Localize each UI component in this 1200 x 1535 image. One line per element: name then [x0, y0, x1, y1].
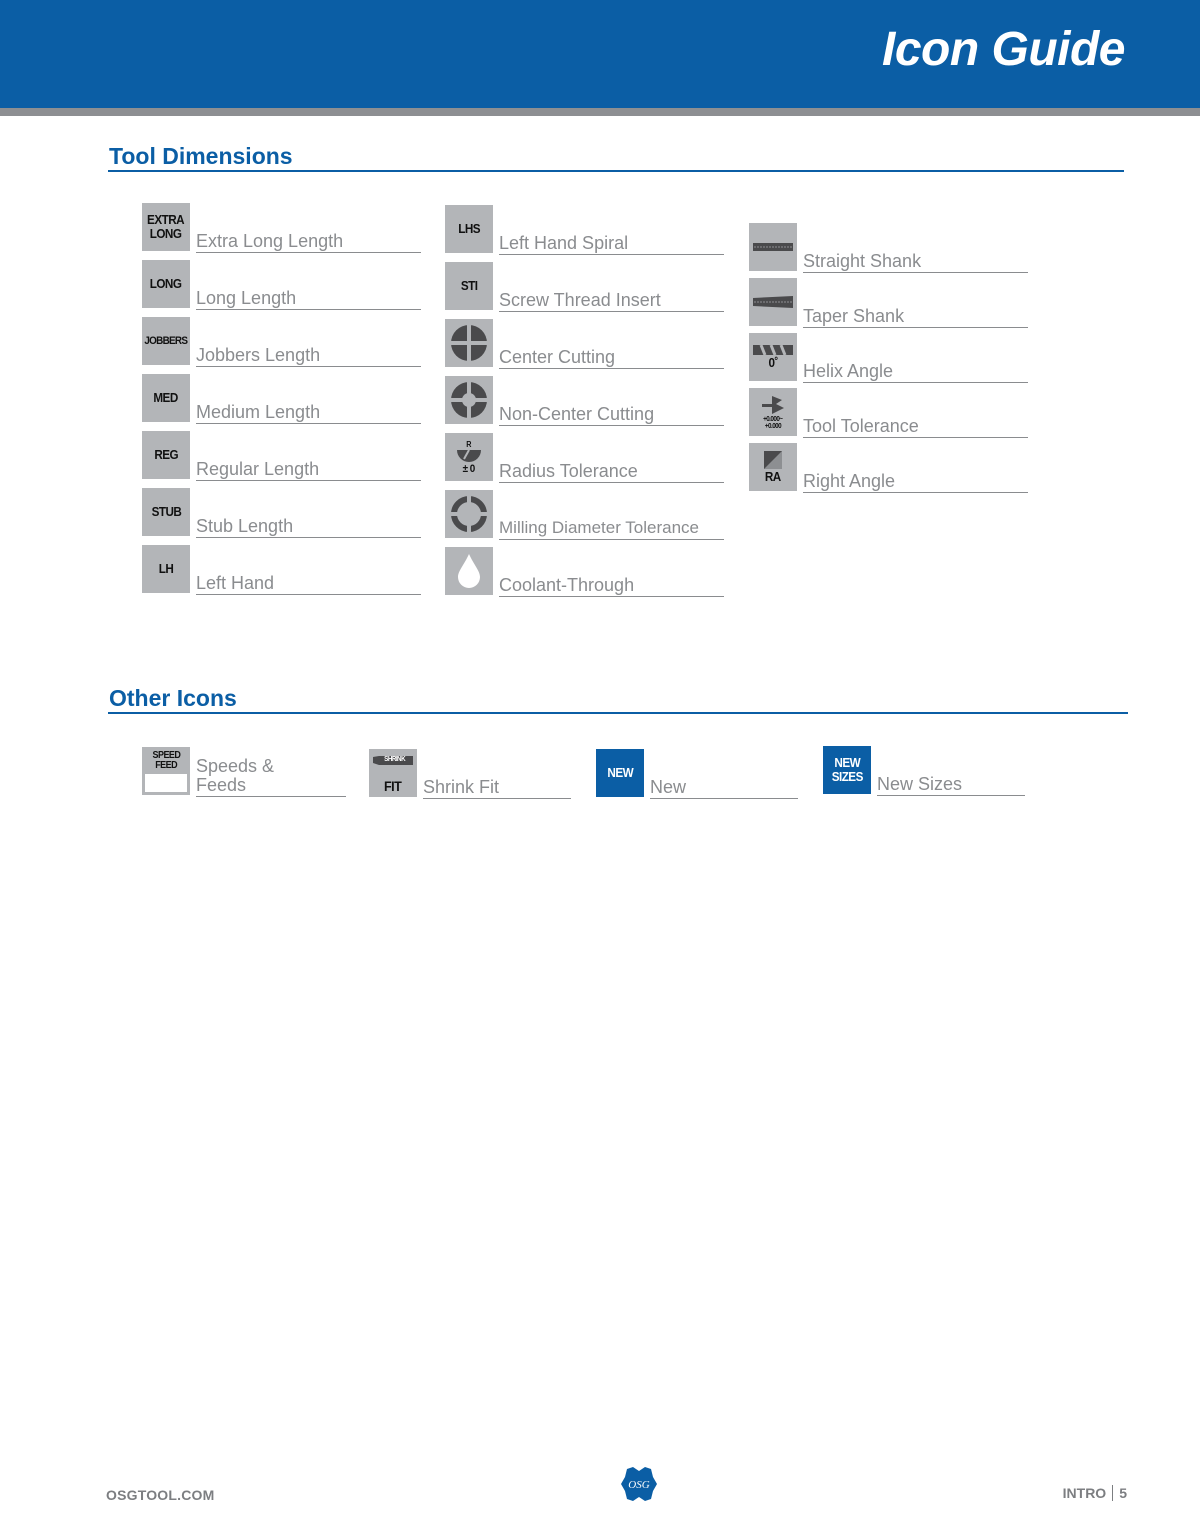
left-hand-icon [142, 545, 190, 593]
osg-logo-icon [619, 1465, 659, 1503]
item-label: Milling Diameter Tolerance [499, 518, 699, 537]
list-item-shrink-fit [369, 749, 574, 799]
underline [877, 795, 1025, 796]
jobbers-icon [142, 317, 190, 365]
straight-shank-symbol [753, 241, 793, 253]
item-label: New Sizes [877, 774, 963, 794]
list-item-long [142, 260, 422, 310]
list-item-taper-shank [749, 278, 1029, 328]
item-label: Left Hand Spiral [499, 233, 629, 253]
non-center-cutting-symbol [449, 380, 489, 420]
right-angle-symbol [763, 450, 783, 470]
item-label: Left Hand [196, 573, 275, 593]
icon-text: ± 0 [462, 462, 476, 475]
section-divider [108, 170, 1124, 172]
icon-text: MED [153, 390, 179, 405]
underline [196, 423, 421, 424]
item-label: Center Cutting [499, 347, 616, 367]
underline [499, 596, 724, 597]
underline [196, 252, 421, 253]
new-badge-icon [596, 749, 644, 797]
underline [196, 796, 346, 797]
underline [499, 482, 724, 483]
underline [196, 309, 421, 310]
list-item-straight-shank [749, 223, 1029, 273]
tool-tolerance-icon [749, 388, 797, 436]
underline [499, 368, 724, 369]
icon-blank-panel [145, 774, 187, 792]
section-title-tool-dimensions: Tool Dimensions [109, 143, 293, 169]
coolant-drop-icon [445, 547, 493, 595]
shrink-bar [373, 754, 413, 766]
list-item-jobbers [142, 317, 422, 367]
icon-text: SPEED [152, 750, 180, 761]
logo-text: OSG [628, 1479, 650, 1491]
underline [499, 311, 724, 312]
long-icon [142, 260, 190, 308]
shrink-fit-icon [369, 749, 417, 797]
underline [803, 382, 1028, 383]
item-label: Screw Thread Insert [499, 290, 661, 310]
list-item-radius-tolerance [445, 433, 725, 483]
icon-text: LHS [458, 221, 480, 236]
taper-shank-symbol [753, 295, 793, 309]
list-item-milling-diameter-tolerance [445, 490, 725, 540]
icon-text: REG [154, 447, 178, 462]
underline [196, 480, 421, 481]
icon-text: +0.000 [764, 423, 782, 430]
icon-text: NEW [607, 765, 633, 780]
item-label: Straight Shank [803, 251, 922, 271]
milling-diameter-icon [445, 490, 493, 538]
icon-text: LONG [150, 226, 182, 241]
item-label: Jobbers Length [196, 345, 321, 365]
icon-text: SIZES [831, 769, 863, 784]
taper-shank-icon [749, 278, 797, 326]
item-label: Taper Shank [803, 306, 905, 326]
icon-text: STUB [151, 504, 181, 519]
milling-ring-symbol [449, 494, 489, 534]
section-divider [108, 712, 1128, 714]
list-item-helix-angle [749, 333, 1029, 383]
item-label: Radius Tolerance [499, 461, 638, 481]
item-label: New [650, 777, 687, 797]
footer-website: OSGTOOL.COM [106, 1487, 215, 1503]
reg-icon [142, 431, 190, 479]
list-item-coolant-through [445, 547, 725, 597]
underline [803, 272, 1028, 273]
list-item-tool-tolerance [749, 388, 1029, 438]
icon-text: FIT [384, 778, 402, 794]
icon-text: EXTRA [147, 212, 185, 227]
underline [499, 254, 724, 255]
list-item-regular [142, 431, 422, 481]
osg-logo [619, 1465, 659, 1503]
underline [499, 425, 724, 426]
item-label: Shrink Fit [423, 777, 500, 797]
underline [196, 594, 421, 595]
item-label: Right Angle [803, 471, 896, 491]
center-cutting-symbol [449, 323, 489, 363]
radius-arc-symbol [456, 449, 482, 463]
center-cutting-icon [445, 319, 493, 367]
underline [650, 798, 798, 799]
item-label: Coolant-Through [499, 575, 635, 595]
list-item-non-center-cutting [445, 376, 725, 426]
page-number: 5 [1119, 1485, 1127, 1501]
item-label [196, 757, 274, 795]
item-label: Extra Long Length [196, 231, 344, 251]
right-angle-icon [749, 443, 797, 491]
list-item-new-sizes [823, 746, 1028, 796]
list-item-new [596, 749, 801, 799]
footer-section-name: INTRO [1062, 1485, 1107, 1501]
header-stripe [0, 108, 1200, 116]
list-item-center-cutting [445, 319, 725, 369]
sti-icon [445, 262, 493, 310]
item-label: Helix Angle [803, 361, 894, 381]
list-item-medium [142, 374, 422, 424]
extra-long-icon [142, 203, 190, 251]
helix-angle-icon [749, 333, 797, 381]
icon-text: +0.000~ [763, 416, 783, 423]
underline [803, 437, 1028, 438]
icon-text: SHRINK [384, 756, 406, 763]
page-title: Icon Guide [881, 23, 1125, 76]
item-label: Medium Length [196, 402, 321, 422]
radius-tolerance-icon [445, 433, 493, 481]
list-item-speeds-feeds [142, 747, 347, 797]
icon-text: RA [765, 469, 781, 484]
med-icon [142, 374, 190, 422]
item-label: Long Length [196, 288, 297, 308]
list-item-left-hand [142, 545, 422, 595]
list-item-screw-thread-insert [445, 262, 725, 312]
icon-text: JOBBERS [144, 335, 188, 347]
non-center-cutting-icon [445, 376, 493, 424]
list-item-extra-long [142, 203, 422, 253]
list-item-right-angle [749, 443, 1029, 493]
underline [803, 492, 1028, 493]
icon-text: NEW [834, 755, 860, 770]
footer-separator [1112, 1485, 1113, 1501]
list-item-left-hand-spiral [445, 205, 725, 255]
underline [803, 327, 1028, 328]
icon-text: R [466, 439, 472, 449]
speed-feed-icon [142, 747, 190, 795]
item-label: Tool Tolerance [803, 416, 919, 436]
label-line: Feeds [196, 775, 247, 795]
label-line: Speeds & [196, 756, 275, 776]
stub-icon [142, 488, 190, 536]
underline [499, 539, 724, 540]
tool-tolerance-symbol [760, 394, 786, 416]
item-label: Non-Center Cutting [499, 404, 655, 424]
list-item-stub [142, 488, 422, 538]
new-sizes-badge-icon [823, 746, 871, 794]
page-header [0, 0, 1200, 108]
underline [196, 366, 421, 367]
icon-text: LH [158, 561, 174, 576]
item-label: Stub Length [196, 516, 294, 536]
coolant-drop-symbol [456, 553, 482, 589]
icon-text: FEED [155, 760, 177, 771]
straight-shank-icon [749, 223, 797, 271]
underline [423, 798, 571, 799]
section-title-other-icons: Other Icons [109, 685, 237, 711]
icon-text: STI [460, 278, 478, 293]
underline [196, 537, 421, 538]
footer-page-info [1063, 1485, 1127, 1501]
icon-text: LONG [150, 276, 182, 291]
icon-text: 0˚ [768, 355, 778, 370]
item-label: Regular Length [196, 459, 320, 479]
lhs-icon [445, 205, 493, 253]
